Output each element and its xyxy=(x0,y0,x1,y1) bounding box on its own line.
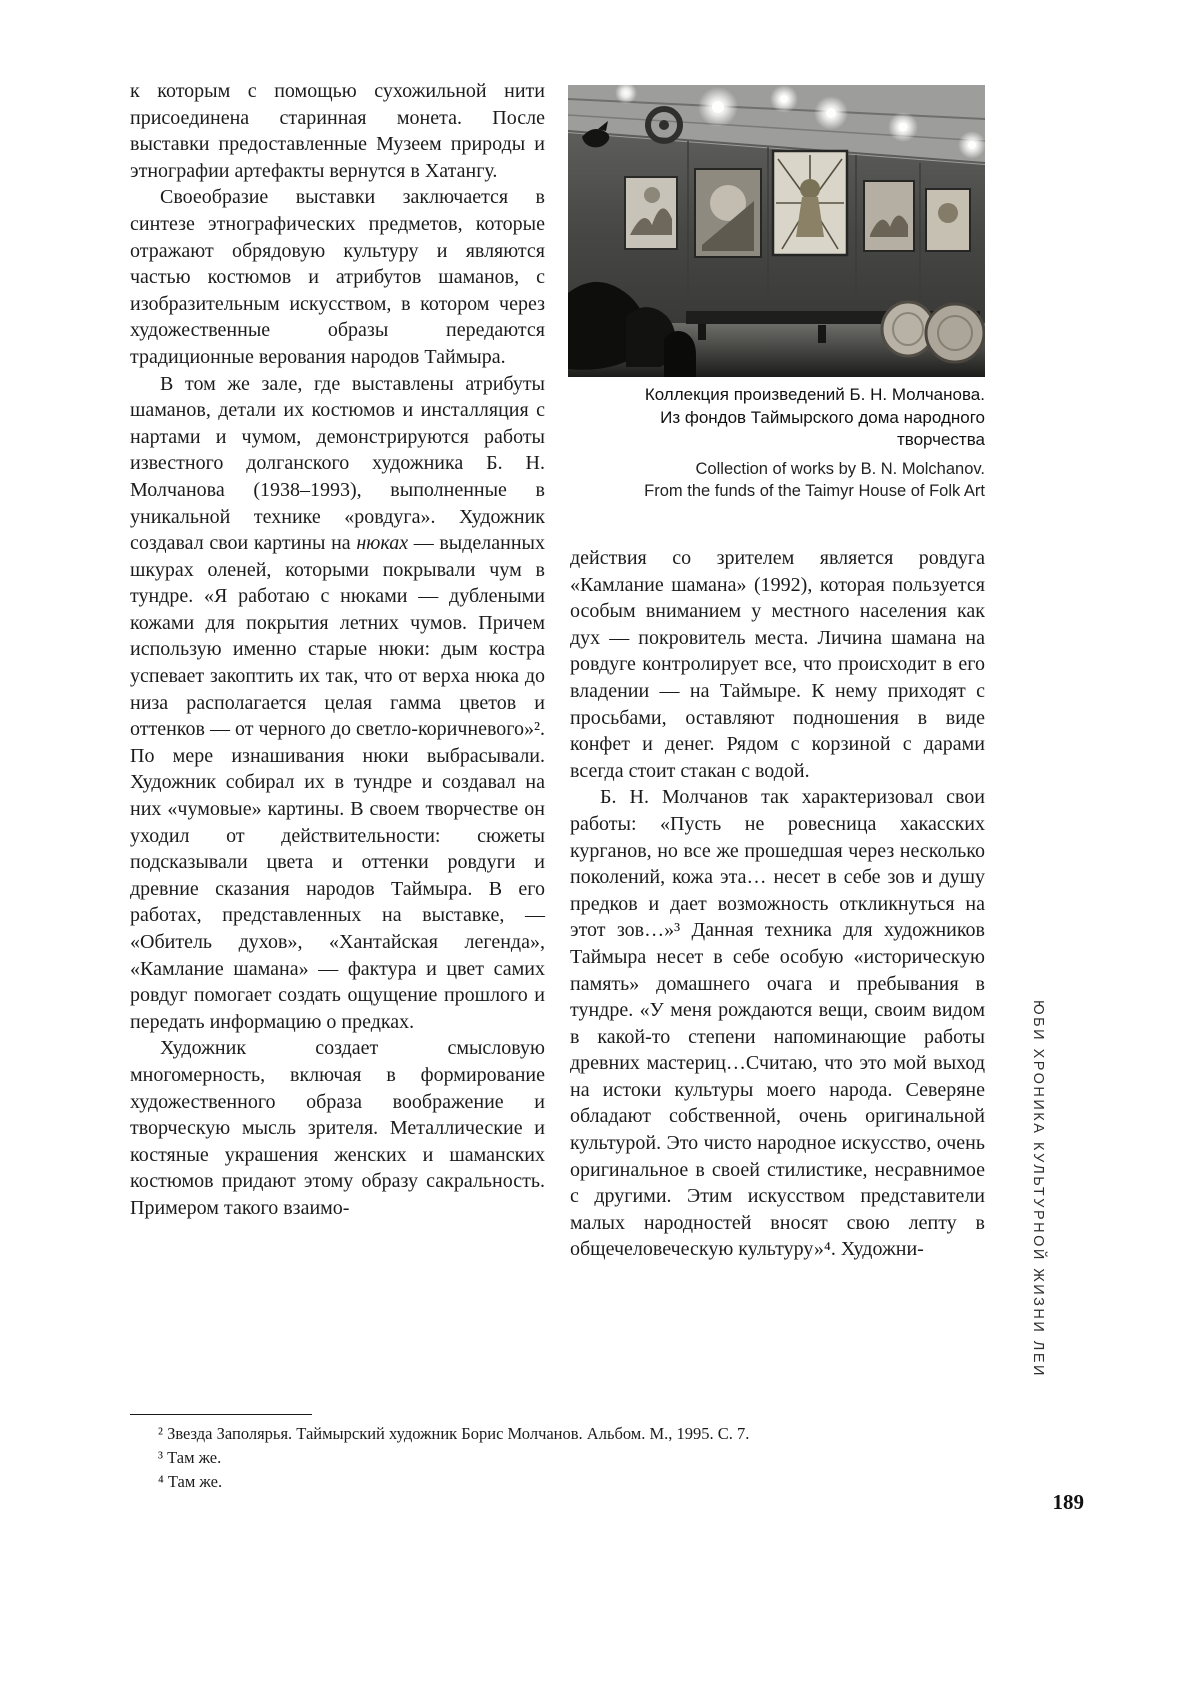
paragraph: Своеобразие выставки заключается в синтезе этнографических предметов, которые отражают обрядовую культуру и являются частью костюмов и атрибутов шаманов, с изобразительным искусством, в котором через художественные образы передаются традиционные верования народов Таймыра. xyxy=(130,186,545,368)
paragraph: Б. Н. Молчанов так характеризовал свои работы: «Пусть не ровесница хакасских курганов, но все же прошедшая через несколько поколений, кожа эта… несет в себе зов и душу предков и дает возможность откликнуться на этот зов…»³ Данная техника для художников Таймыра несет в себе особую «историческую память» домашнего очага и пребывания в тундре. «У меня рождаются вещи, своим видом в какой-то степени напоминающие работы древних мастериц…Считаю, что это мой выход на истоки культуры моего народа. Северяне обладают собственной, очень оригинальной культурой. Это чисто народное искусство, очень оригинальное в своей стилистике, несравнимое с другими. Этим искусством представители малых народностей вносят свою лепту в общечеловеческую культуру»⁴. Художни- xyxy=(570,786,985,1261)
paragraph-segment-italic: нюках xyxy=(356,532,409,555)
paragraph-segment: — выделанных шкурах оленей, которыми покрывали чум в тундре. «Я работаю с нюками — дублеными кожами для покрытия летних чумов. Причем использую именно старые нюки: дым костра успевает закоптить их так, что от верха нюка до низа располагается целая гамма цветов и оттенков — от черного до светло-коричневого»². По мере изнашивания нюки выбрасывали. Художник собирал их в тундре и создавал на них «чумовые» картины. В своем творчестве он уходил от действительности: сюжеты подсказывали цвета и оттенки ровдуги и древние сказания народов Таймыра. В его работах, представленных на выставке, — «Обитель духов», «Хантайская легенда», «Камлание шамана» — фактура и цвет самих ровдуг помогает создать ощущение прошлого и передать информацию о предках. xyxy=(130,532,545,1033)
exhibition-photo xyxy=(568,85,985,377)
footnote: ⁴ Там же. xyxy=(158,1472,223,1491)
paragraph: к которым с помощью сухожильной нити присоединена старинная монета. После выставки предоставленные Музеем природы и этнографии артефакты вернутся в Хатангу. xyxy=(130,80,545,182)
paragraph: действия со зрителем является ровдуга «Камлание шамана» (1992), которая пользуется особым вниманием у местного населения как дух — покровитель места. Личина шамана на ровдуге контролирует все, что происходит в его владении — на Таймыре. К нему приходят с просьбами, оставляют подношения в виде конфет и денег. Рядом с корзиной с дарами всегда стоит стакан с водой. xyxy=(570,547,985,782)
page-number: 189 xyxy=(1052,1490,1084,1514)
footnotes-block xyxy=(130,1422,986,1494)
photo-caption-russian xyxy=(568,384,985,452)
caption-line: Коллекция произведений Б. Н. Молчанова. xyxy=(644,385,985,404)
footnote: ² Звезда Заполярья. Таймырский художник Борис Молчанов. Альбом. М., 1995. С. 7. xyxy=(158,1424,750,1443)
paragraph-segment: В том же зале, где выставлены атрибуты шаманов, детали их костюмов и инсталляция с нартами и чумом, демонстрируются работы известного долганского художника Б. Н. Молчанова (1938–1993), выполненные в уникальной технике «ровдуга». Художник создавал свои картины на xyxy=(130,372,545,555)
photo-caption-english xyxy=(568,458,985,502)
caption-line: творчества xyxy=(896,430,985,449)
paragraph xyxy=(130,371,545,1036)
left-text-column xyxy=(130,78,545,1222)
section-vertical-label: ЮБИ ХРОНИКА КУЛЬТУРНОЙ ЖИЗНИ ЛЕИ xyxy=(1030,1000,1046,1378)
caption-line: Collection of works by B. N. Molchanov. xyxy=(695,460,985,478)
right-text-column xyxy=(570,545,985,1263)
caption-line: Из фондов Таймырского дома народного xyxy=(660,407,985,427)
paragraph: Художник создает смысловую многомерность, включая в формирование художественного образа воображение и творческую мысль зрителя. Металлические и костяные украшения женских и шаманских костюмов придают этому образу сакральность. Примером такого взаимо- xyxy=(130,1037,545,1219)
exhibition-photo-graphic xyxy=(568,85,985,377)
footnote-divider xyxy=(130,1414,312,1415)
caption-line: From the funds of the Taimyr House of Folk Art xyxy=(644,482,985,500)
footnote: ³ Там же. xyxy=(158,1448,222,1467)
